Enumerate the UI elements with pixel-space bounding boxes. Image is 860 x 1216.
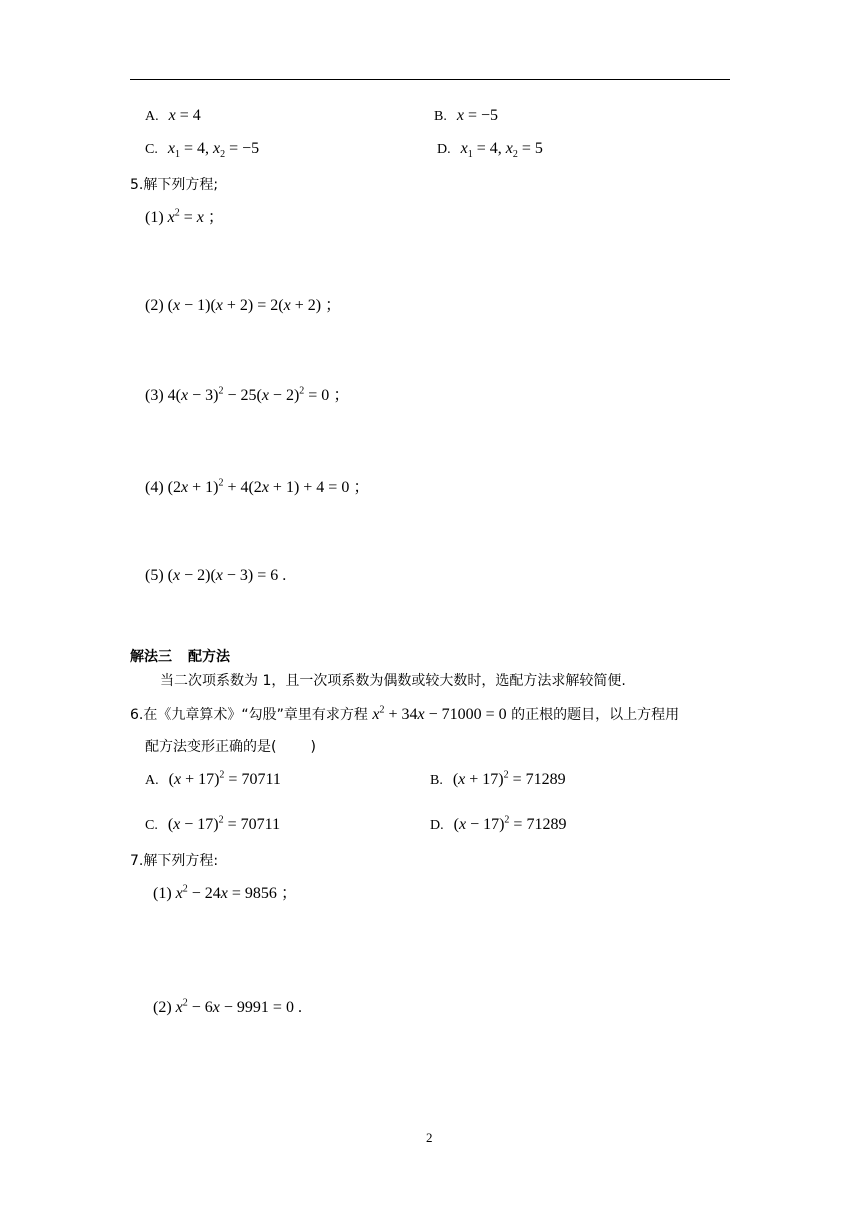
q6-option-c: C. $(x - 17)^2 = 70711$ — [145, 814, 281, 833]
section-heading: 解法三 配方法 — [130, 649, 230, 665]
q5-item-2: (2) (x − 1)(x + 2) = 2(x + 2) ； — [145, 297, 342, 314]
section-tip: 当二次项系数为 1，且一次项系数为偶数或较大数时，选配方法求解较简便. — [160, 673, 626, 689]
q7-item-1: (1) $x^2 - 24x = 9856$ ； — [153, 883, 297, 902]
q5-item-5: (5) (x − 2)(x − 3) = 6 . — [145, 567, 287, 584]
q5-item-3: (3) $4(x - 3)^2 - 25(x - 2)^2 = 0$ ； — [145, 385, 350, 404]
q4-option-b: B. x = −5 — [434, 107, 498, 124]
q5-title: 5.解下列方程; — [130, 177, 219, 193]
q4-option-a: A. x = 4 — [145, 107, 201, 124]
header-rule — [130, 79, 730, 80]
q6-stem-line2: 配方法变形正确的是( ) — [145, 739, 316, 755]
q6-stem-line1: 6.在《九章算术》“勾股”章里有求方程 $x^2 + 34x - 71000 = 0$ 的正根的题目，以上方程用 — [130, 704, 680, 723]
q6-option-b: B. $(x + 17)^2 = 71289$ — [430, 769, 566, 788]
q4-option-d: D. $x_1 = 4$, $x_2 = 5$ — [437, 140, 543, 161]
q5-item-4: (4) $(2x + 1)^2 + 4(2x + 1) + 4 = 0$ ； — [145, 477, 370, 496]
q7-title: 7.解下列方程: — [130, 853, 219, 869]
q7-item-2: (2) $x^2 - 6x - 9991 = 0$ . — [153, 997, 302, 1016]
q6-option-d: D. $(x - 17)^2 = 71289$ — [430, 814, 567, 833]
q4-option-c: C. $x_1 = 4$, $x_2 = -5$ — [145, 140, 260, 161]
q6-option-a: A. $(x + 17)^2 = 70711$ — [145, 769, 281, 788]
page-number: 2 — [426, 1130, 433, 1145]
q5-item-1: (1) $x^2 = x$ ； — [145, 207, 224, 226]
